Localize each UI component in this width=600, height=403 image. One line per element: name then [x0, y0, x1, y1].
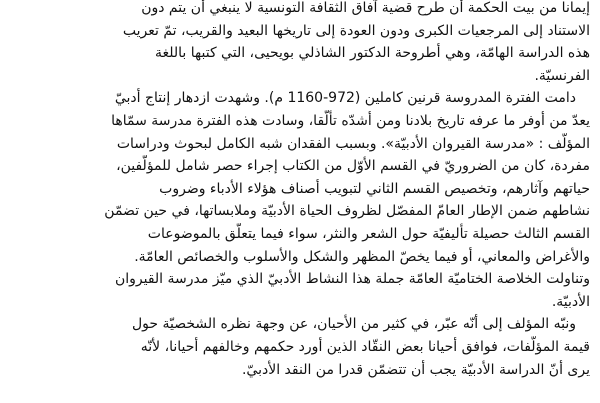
text-line: يرى أنّ الدراسة الأدبيّة يجب أن تتضمّن قدرا من النقد الأدبيّ. [241, 361, 590, 378]
text-line: إيمانا من بيت الحكمة أن طرح قضية آفاق الثقافة التونسية لا ينبغي أن يتم دون [141, 0, 590, 16]
text-line: دامت الفترة المدروسة قرنين كاملين (972-1160 م). وشهدت ازدهار إنتاج أدبيّ [114, 90, 576, 107]
text-line: الأدبيّة. [551, 293, 590, 310]
text-line: القسم الثالث حصيلة تأليفيّة حول الشعر والنثر، سواء فيما يتعلّق بالموضوعات [147, 225, 590, 242]
text-line: حياتهم وآثارهم، وتخصيص القسم الثاني لتبويب أصناف هؤلاء الأدباء وضروب [159, 180, 590, 197]
paragraph-author-note [12, 313, 590, 381]
text-line: نشاطهم ضمن الإطار العامّ المفصّل لظروف الحياة الأدبيّة وملابساتها، في حين تضمّن [104, 203, 590, 220]
text-line: ونبّه المؤلف إلى أنّه عبّر، في كثير من الأحيان، عن وجهة نظره الشخصيّة حول [131, 316, 576, 333]
paragraph-period [12, 87, 590, 313]
text-line: قيمة المؤلّفات، فوافق أحيانا بعض النقّاد الذين أورد حكمهم وخالفهم أحيانا، لأنّه [140, 338, 590, 355]
text-line: يعدّ من أوفر ما عرفه تاريخ بلادنا ومن أشدّه تألّقا، وسادت هذه الفترة مدرسة سمّاها [111, 112, 590, 129]
text-line: المؤلّف : «مدرسة القيروان الأدبيّة». وبسبب الفقدان شبه الكامل لبحوث ودراسات [116, 135, 590, 152]
text-line: والأغراض والمعاني، أو فيما يخصّ المظهر والشكل والأسلوب والخصائص العامّة. [134, 248, 590, 265]
paragraph-intro [12, 0, 590, 87]
text-line: الاستناد إلى المرجعيات الكبرى ودون العودة إلى تاريخها البعيد والقريب، تمّ تعريب [122, 22, 590, 39]
text-line: وتناولت الخلاصة الختاميّة العامّة جملة هذا النشاط الأدبيّ الذي ميّز مدرسة القيروان [114, 271, 590, 288]
text-line: هذه الدراسة الهامّة، وهي أطروحة الدكتور الشاذلي بويحيى، التي كتبها باللغة [155, 45, 590, 62]
text-line: مفردة، كان من الضروريّ في القسم الأوّل من الكتاب إجراء حصر شامل للمؤلّفين، [116, 158, 590, 175]
text-line: الفرنسيّة. [534, 67, 590, 84]
